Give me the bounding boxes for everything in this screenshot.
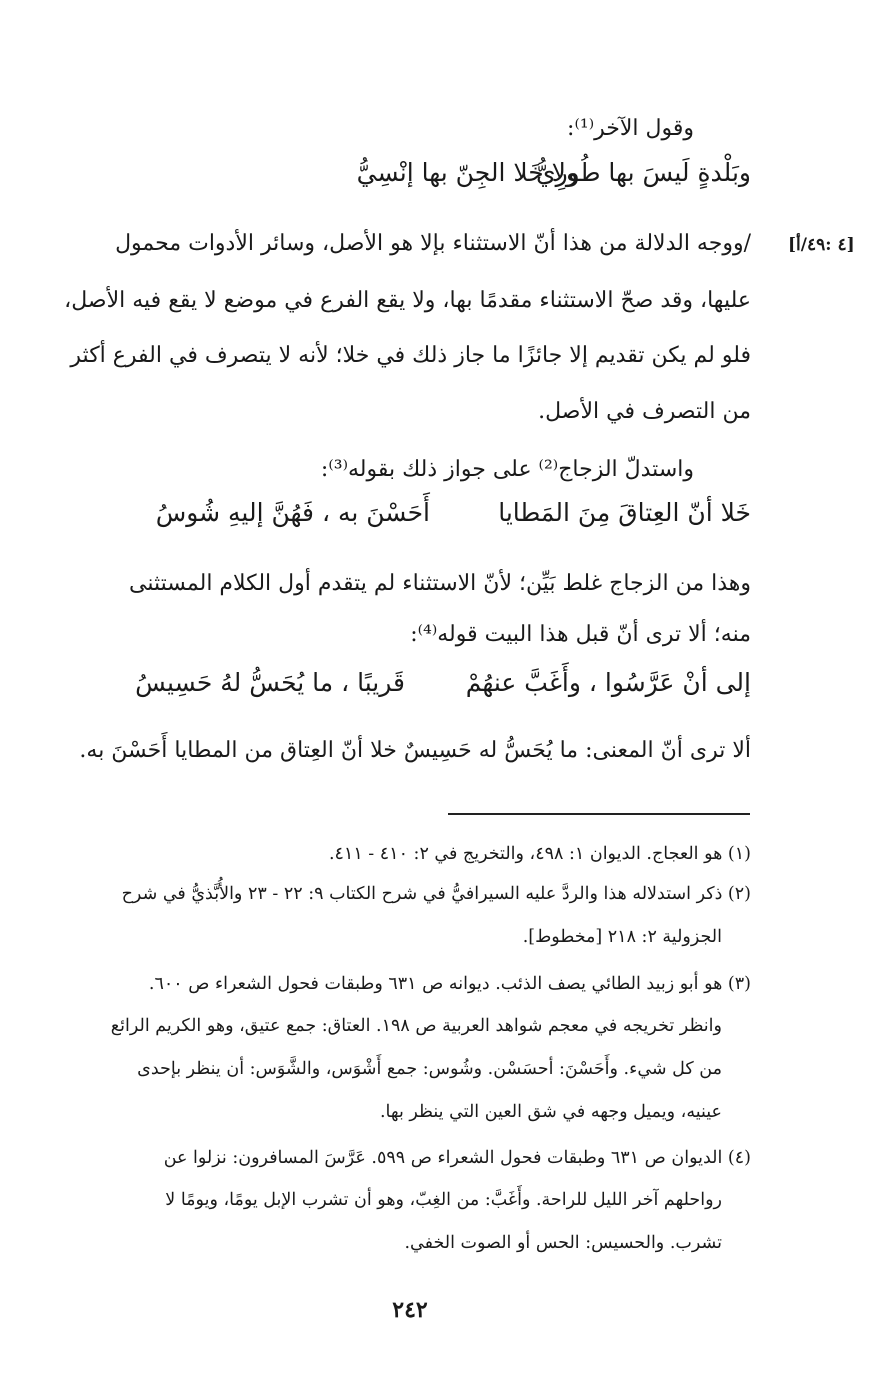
verse-3-hemistich-right: إلى أنْ عَرَّسُوا ، وأَغَبَّ عنهُمْ: [465, 668, 751, 697]
footnote-1: (١) هو العجاج. الديوان ١: ٤٩٨، والتخريج في ٢: ٤١٠ - ٤١١.: [328, 844, 751, 864]
manuscript-folio-reference: [٤ :٤٩/أ]: [788, 235, 855, 255]
footnote-4-line-3: تشرب. والحسيس: الحس أو الصوت الخفي.: [404, 1233, 722, 1253]
footnote-3-line-2: وانظر تخريجه في معجم شواهد العربية ص ١٩٨. العتاق: جمع عتيق، وهو الكريم الرائع: [110, 1016, 722, 1036]
footnote-3-line-1: (٣) هو أبو زبيد الطائي يصف الذئب. ديوانه ص ٦٣١ وطبقات فحول الشعراء ص ٦٠٠.: [148, 974, 751, 994]
footnote-4-line-1: (٤) الديوان ص ٦٣١ وطبقات فحول الشعراء ص ٥٩٩. عَرَّسَ المسافرون: نزلوا عن: [163, 1148, 751, 1168]
footnote-2-line-1: (٢) ذكر استدلاله هذا والردَّ عليه السيرافيُّ في شرح الكتاب ٩: ٢٢ - ٢٣ والأُبَّذيُّ في شرح: [121, 884, 751, 904]
footnote-separator: [448, 813, 750, 815]
verse-1-hemistich-left: ولا خَلا الجِنّ بها إنْسِيُّ: [356, 158, 578, 187]
footnote-2-line-2: الجزولية ٢: ٢١٨ [مخطوط].: [522, 927, 722, 947]
paragraph-1-line-3: فلو لم يكن تقديم إلا جائزًا ما جاز ذلك في خلا؛ لأنه لا يتصرف في الفرع أكثر: [70, 343, 751, 368]
paragraph-1-line-1: /ووجه الدلالة من هذا أنّ الاستثناء بإلا هو الأصل، وسائر الأدوات محمول: [115, 231, 751, 256]
footnote-3-line-4: عينيه، ويميل وجهه في شق العين التي ينظر بها.: [379, 1102, 722, 1122]
verse-1-hemistich-right: وبَلْدةٍ لَيسَ بها طُورِيُّ: [536, 158, 751, 187]
paragraph-1-line-2: عليها، وقد صحّ الاستثناء مقدمًا بها، ولا يقع الفرع في موضع لا يقع فيه الأصل،: [64, 288, 751, 313]
page-number: ٢٤٢: [392, 1297, 428, 1323]
verse-2-hemistich-left: أَحَسْنَ به ، فَهُنَّ إليهِ شُوسُ: [155, 498, 430, 527]
footnote-4-line-2: رواحلهم آخر الليل للراحة. وأَغَبَّ: من الغِبّ، وهو أن تشرب الإبل يومًا، ويومًا لا: [165, 1190, 722, 1210]
paragraph-1-line-4: من التصرف في الأصل.: [538, 399, 751, 424]
verse-3-hemistich-left: قَريبًا ، ما يُحَسُّ لهُ حَسِيسُ: [135, 668, 405, 697]
paragraph-2-line-2: منه؛ ألا ترى أنّ قبل هذا البيت قوله⁽⁴⁾:: [410, 622, 751, 647]
paragraph-2-line-1: وهذا من الزجاج غلط بَيِّن؛ لأنّ الاستثناء لم يتقدم أول الكلام المستثنى: [129, 571, 751, 596]
verse-intro-1: وقول الآخر⁽¹⁾:: [567, 116, 694, 141]
verse-2-hemistich-right: خَلا أنّ العِتاقَ مِنَ المَطايا: [498, 498, 751, 527]
paragraph-3: ألا ترى أنّ المعنى: ما يُحَسُّ له حَسِيسٌ خلا أنّ العِتاق من المطايا أَحَسْنَ به.: [79, 738, 751, 763]
footnote-3-line-3: من كل شيء. وأَحَسْنَ: أحسَسْن. وشُوس: جمع أَشْوَس، والشَّوَس: أن ينظر بإحدى: [137, 1059, 722, 1079]
verse-intro-2: واستدلّ الزجاج⁽²⁾ على جواز ذلك بقوله⁽³⁾:: [320, 457, 694, 482]
